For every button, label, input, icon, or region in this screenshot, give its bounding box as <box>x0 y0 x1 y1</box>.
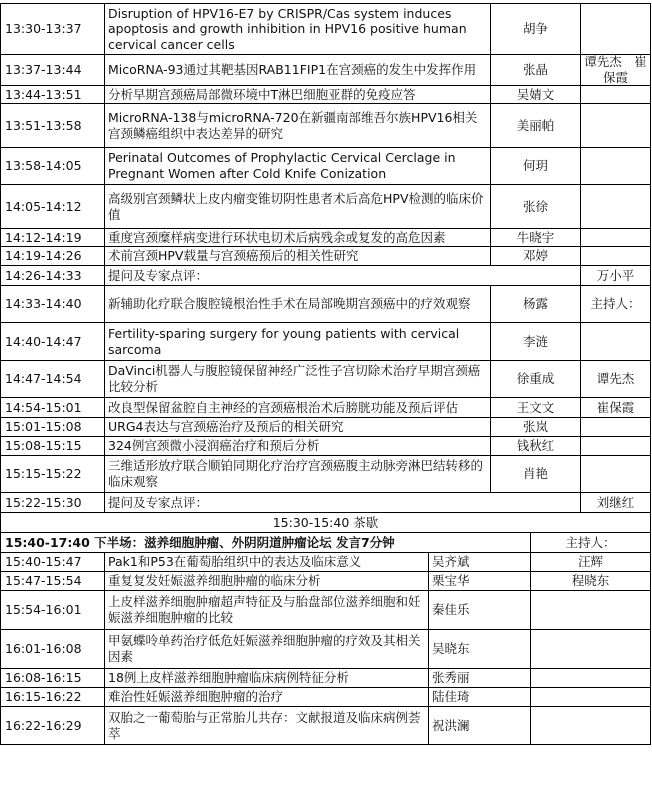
time-cell <box>0 361 104 397</box>
speaker-name: 杨露 <box>522 296 548 312</box>
title-cell <box>104 229 490 246</box>
talk-title: MicoRNA-93通过其靶基因RAB11FIP1在宫颈癌的发生中发挥作用 <box>108 62 477 78</box>
speaker-cell <box>490 456 580 492</box>
table-row <box>0 688 651 707</box>
time-cell <box>0 185 104 228</box>
table-row <box>0 185 651 229</box>
speaker-cell <box>428 630 530 668</box>
table-row <box>0 266 651 286</box>
time-cell <box>0 229 104 246</box>
host-cell <box>580 398 651 417</box>
table-row <box>0 669 651 688</box>
speaker-name: 牛晓宇 <box>516 229 555 245</box>
host-cell <box>530 630 651 668</box>
time-text: 16:08-16:15 <box>5 670 82 686</box>
time-cell <box>0 55 104 85</box>
host-cell <box>530 707 651 744</box>
speaker-name: 秦佳乐 <box>432 602 470 618</box>
host-cell <box>580 4 651 54</box>
title-cell <box>104 55 490 85</box>
speaker-name: 李涟 <box>522 333 548 349</box>
table-row <box>0 148 651 185</box>
talk-title: 双胎之一葡萄胎与正常胎儿共存：文献报道及临床病例荟萃 <box>108 709 421 741</box>
host-cell <box>530 591 651 629</box>
section-header-row <box>0 533 651 553</box>
talk-title: MicroRNA-138与microRNA-720在新疆南部维吾尔族HPV16相关宫颈鳞癌组织中表达差异的研究 <box>108 109 478 141</box>
time-text: 15:22-15:30 <box>5 494 82 510</box>
talk-title: 重复复发妊娠滋养细胞肿瘤的临床分析 <box>108 573 321 589</box>
host-cell <box>580 55 651 85</box>
time-text: 13:51-13:58 <box>5 117 82 133</box>
host-name: 程晓东 <box>571 573 610 589</box>
host-cell <box>530 572 651 590</box>
time-cell <box>0 437 104 455</box>
table-row <box>0 55 651 86</box>
time-cell <box>0 688 104 706</box>
speaker-cell <box>428 591 530 629</box>
table-row <box>0 398 651 418</box>
host-cell <box>580 323 651 360</box>
host-cell <box>530 669 651 687</box>
break-cell <box>0 513 651 532</box>
speaker-cell <box>490 104 580 147</box>
time-cell <box>0 456 104 492</box>
table-row <box>0 286 651 323</box>
time-text: 14:40-14:47 <box>5 333 82 349</box>
talk-title: 重度宫颈糜样病变进行环状电切术后病残余或复发的高危因素 <box>108 229 446 245</box>
time-cell <box>0 86 104 103</box>
host-cell <box>580 104 651 147</box>
section-title-cell <box>0 533 530 552</box>
title-cell <box>104 86 490 103</box>
talk-title: 新辅助化疗联合腹腔镜根治性手术在局部晚期宫颈癌中的疗效观察 <box>108 296 471 312</box>
speaker-name: 张晶 <box>522 62 548 78</box>
host-cell <box>580 361 651 397</box>
host-cell <box>580 437 651 455</box>
table-row <box>0 3 651 55</box>
host-cell <box>580 456 651 492</box>
time-cell <box>0 418 104 436</box>
speaker-cell <box>490 4 580 54</box>
time-text: 14:26-14:33 <box>5 267 82 283</box>
host-cell <box>580 229 651 246</box>
section-host-cell <box>530 533 651 552</box>
time-text: 13:37-13:44 <box>5 62 82 78</box>
speaker-name: 肖艳 <box>522 466 548 482</box>
time-cell <box>0 104 104 147</box>
table-row <box>0 323 651 361</box>
speaker-name: 张秀丽 <box>432 670 470 686</box>
speaker-cell <box>428 669 530 687</box>
speaker-name: 吴齐斌 <box>432 554 470 570</box>
speaker-cell <box>490 361 580 397</box>
talk-title: 提问及专家点评： <box>108 267 209 283</box>
talk-title: 18例上皮样滋养细胞肿瘤临床病例特征分析 <box>108 670 349 686</box>
host-cell <box>530 553 651 571</box>
host-name: 汪辉 <box>577 554 603 570</box>
time-cell <box>0 4 104 54</box>
speaker-cell <box>428 553 530 571</box>
host-name: 刘继红 <box>596 494 635 510</box>
table-row <box>0 572 651 591</box>
time-text: 15:47-15:54 <box>5 573 82 589</box>
title-cell <box>104 148 490 184</box>
title-cell <box>104 493 490 512</box>
speaker-cell <box>490 493 580 512</box>
talk-title: 改良型保留盆腔自主神经的宫颈癌根治术后膀胱功能及预后评估 <box>108 399 459 415</box>
table-row <box>0 418 651 437</box>
speaker-cell <box>490 266 580 285</box>
speaker-cell <box>490 229 580 246</box>
speaker-name: 吴晓东 <box>432 641 470 657</box>
time-cell <box>0 591 104 629</box>
speaker-name: 陆佳琦 <box>432 689 470 705</box>
talk-title: 术前宫颈HPV载量与宫颈癌预后的相关性研究 <box>108 248 359 264</box>
host-name: 谭先杰 崔保霞 <box>584 55 647 85</box>
talk-title: DaVinci机器人与腹腔镜保留神经广泛性子宫切除术治疗早期宫颈癌比较分析 <box>108 363 481 394</box>
speaker-cell <box>428 572 530 590</box>
time-cell <box>0 707 104 744</box>
title-cell <box>104 437 490 455</box>
table-row <box>0 493 651 513</box>
speaker-cell <box>428 707 530 744</box>
speaker-cell <box>490 185 580 228</box>
time-cell <box>0 669 104 687</box>
time-text: 15:15-15:22 <box>5 466 82 482</box>
table-row <box>0 361 651 398</box>
break-text: 15:30-15:40 茶歇 <box>272 514 379 530</box>
title-cell <box>104 707 428 744</box>
host-name: 主持人： <box>590 296 641 312</box>
time-text: 14:33-14:40 <box>5 296 82 312</box>
time-text: 14:05-14:12 <box>5 198 82 214</box>
host-label: 主持人： <box>565 534 616 550</box>
talk-title: 难治性妊娠滋养细胞肿瘤的治疗 <box>108 689 284 705</box>
time-text: 16:15-16:22 <box>5 689 82 705</box>
talk-title: 高级别宫颈鳞状上皮内瘤变锥切阴性患者术后高危HPV检测的临床价值 <box>108 190 484 222</box>
time-cell <box>0 398 104 417</box>
time-text: 14:12-14:19 <box>5 229 82 245</box>
talk-title: 提问及专家点评： <box>108 494 209 510</box>
talk-title: Pak1和P53在葡萄胎组织中的表达及临床意义 <box>108 554 362 570</box>
title-cell <box>104 104 490 147</box>
host-cell <box>530 688 651 706</box>
title-cell <box>104 553 428 571</box>
title-cell <box>104 688 428 706</box>
speaker-name: 张徐 <box>522 198 548 214</box>
speaker-name: 邓婷 <box>522 248 548 264</box>
table-row <box>0 456 651 493</box>
time-cell <box>0 630 104 668</box>
host-cell <box>580 86 651 103</box>
table-row <box>0 104 651 148</box>
speaker-name: 钱秋红 <box>516 438 555 454</box>
speaker-cell <box>490 418 580 436</box>
time-cell <box>0 286 104 322</box>
title-cell <box>104 185 490 228</box>
host-cell <box>580 148 651 184</box>
time-cell <box>0 323 104 360</box>
table-row <box>0 86 651 104</box>
table-row <box>0 247 651 266</box>
time-text: 14:19-14:26 <box>5 248 82 264</box>
speaker-name: 栗宝华 <box>432 573 470 589</box>
time-text: 16:01-16:08 <box>5 641 82 657</box>
title-cell <box>104 572 428 590</box>
speaker-name: 王文文 <box>516 399 555 415</box>
time-text: 14:47-14:54 <box>5 371 82 387</box>
title-cell <box>104 4 490 54</box>
speaker-name: 胡争 <box>522 21 548 37</box>
speaker-cell <box>490 437 580 455</box>
time-cell <box>0 266 104 285</box>
speaker-cell <box>490 323 580 360</box>
title-cell <box>104 591 428 629</box>
title-cell <box>104 669 428 687</box>
talk-title: 上皮样滋养细胞肿瘤超声特征及与胎盘部位滋养细胞和妊娠滋养细胞肿瘤的比较 <box>108 594 421 625</box>
host-cell <box>580 286 651 322</box>
talk-title: Perinatal Outcomes of Prophylactic Cervical Cerclage in Pregnant Women after Cold Knife Conization <box>108 150 456 181</box>
speaker-name: 张岚 <box>522 419 548 435</box>
title-cell <box>104 418 490 436</box>
time-text: 15:08-15:15 <box>5 438 82 454</box>
host-cell <box>580 418 651 436</box>
speaker-name: 美丽帕 <box>516 117 555 133</box>
time-cell <box>0 572 104 590</box>
title-cell <box>104 361 490 397</box>
time-cell <box>0 493 104 512</box>
speaker-name: 吴婧文 <box>516 86 555 102</box>
time-text: 15:01-15:08 <box>5 419 82 435</box>
host-name: 谭先杰 <box>596 371 635 387</box>
time-text: 13:58-14:05 <box>5 158 82 174</box>
title-cell <box>104 323 490 360</box>
host-cell <box>580 266 651 285</box>
time-text: 13:44-13:51 <box>5 86 82 102</box>
table-row <box>0 630 651 669</box>
talk-title: URG4表达与宫颈癌治疗及预后的相关研究 <box>108 419 344 435</box>
speaker-cell <box>490 286 580 322</box>
title-cell <box>104 398 490 417</box>
speaker-cell <box>490 247 580 265</box>
speaker-cell <box>490 148 580 184</box>
time-text: 14:54-15:01 <box>5 399 82 415</box>
title-cell <box>104 247 490 265</box>
time-text: 15:40-15:47 <box>5 554 82 570</box>
speaker-cell <box>428 688 530 706</box>
talk-title: 三维适形放疗联合顺铂同期化疗治疗宫颈癌腹主动脉旁淋巴结转移的临床观察 <box>108 458 484 489</box>
speaker-cell <box>490 398 580 417</box>
table-row <box>0 707 651 745</box>
table-row <box>0 553 651 572</box>
time-text: 16:22-16:29 <box>5 717 82 733</box>
speaker-cell <box>490 86 580 103</box>
time-text: 15:54-16:01 <box>5 602 82 618</box>
time-cell <box>0 553 104 571</box>
host-cell <box>580 247 651 265</box>
title-cell <box>104 286 490 322</box>
time-text: 13:30-13:37 <box>5 21 82 37</box>
break-row <box>0 513 651 533</box>
host-name: 崔保霞 <box>596 399 635 415</box>
talk-title: 甲氨蝶呤单药治疗低危妊娠滋养细胞肿瘤的疗效及其相关因素 <box>108 633 421 664</box>
title-cell <box>104 456 490 492</box>
host-cell <box>580 493 651 512</box>
talk-title: Fertility-sparing surgery for young patients with cervical sarcoma <box>108 325 460 357</box>
host-name: 万小平 <box>596 267 635 283</box>
speaker-name: 祝洪澜 <box>432 717 470 733</box>
talk-title: Disruption of HPV16-E7 by CRISPR/Cas system induces apoptosis and growth inhibition in HPV16 positive human cervical cancer cells <box>108 5 467 52</box>
talk-title: 324例宫颈微小浸润癌治疗和预后分析 <box>108 438 320 454</box>
title-cell <box>104 266 490 285</box>
table-row <box>0 591 651 630</box>
time-cell <box>0 148 104 184</box>
speaker-name: 徐重成 <box>516 371 555 387</box>
section-title: 15:40-17:40 下半场：滋养细胞肿瘤、外阴阴道肿瘤论坛 发言7分钟 <box>5 534 395 550</box>
host-cell <box>580 185 651 228</box>
title-cell <box>104 630 428 668</box>
speaker-cell <box>490 55 580 85</box>
table-row <box>0 229 651 247</box>
time-cell <box>0 247 104 265</box>
speaker-name: 何玥 <box>522 158 548 174</box>
table-row <box>0 437 651 456</box>
talk-title: 分析早期宫颈癌局部微环境中T淋巴细胞亚群的免疫应答 <box>108 86 416 102</box>
